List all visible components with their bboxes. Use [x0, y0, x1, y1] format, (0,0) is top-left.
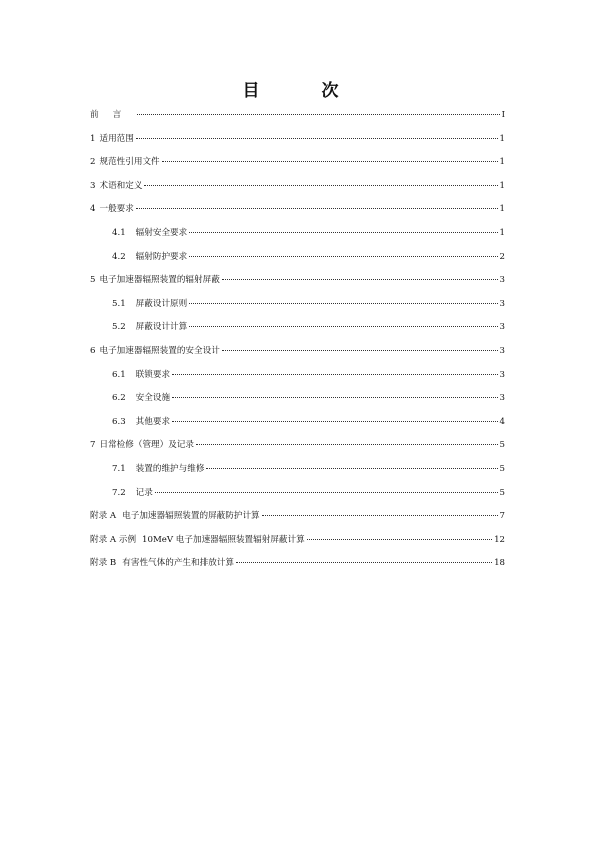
dot-leader: [189, 256, 497, 257]
toc-entry-page: 3: [499, 322, 505, 333]
toc-entry[interactable]: [90, 505, 505, 529]
toc-entry-page: 1: [499, 227, 505, 238]
toc-entry-title: 其他要求: [135, 416, 171, 427]
dot-leader: [222, 350, 498, 351]
dot-leader: [162, 161, 498, 162]
toc-entry-number: 2: [90, 157, 96, 168]
toc-entry[interactable]: [90, 269, 505, 293]
dot-leader: [136, 208, 498, 209]
toc-entry-number: 5.1: [112, 298, 126, 309]
toc-entry[interactable]: [90, 293, 505, 317]
dot-leader: [189, 326, 497, 327]
toc-entry-title: 适用范围: [99, 133, 134, 144]
toc-entry-title: 屏蔽设计原则: [135, 298, 188, 309]
toc-entry-title: 电子加速器辐照装置的安全设计: [99, 345, 220, 356]
dot-leader: [136, 138, 498, 139]
toc-entry-number: 6.2: [112, 393, 126, 404]
toc-entry-page: 1: [499, 204, 505, 215]
toc-entry-page: 5: [499, 487, 505, 498]
table-of-contents: [90, 104, 505, 576]
toc-entry-number: 7.1: [112, 463, 126, 474]
toc-entry[interactable]: [90, 387, 505, 411]
toc-entry-page: 3: [499, 369, 505, 380]
dot-leader: [189, 232, 497, 233]
dot-leader: [137, 114, 499, 115]
dot-leader: [144, 185, 497, 186]
toc-entry-number: 4.1: [112, 227, 126, 238]
toc-entry-number: 1: [90, 133, 96, 144]
toc-entry-page: 3: [499, 275, 505, 286]
toc-entry-title: 10MeV 电子加速器辐照装置辐射屏蔽计算: [142, 534, 305, 545]
toc-entry-title: 一般要求: [99, 204, 134, 215]
dot-leader: [172, 397, 497, 398]
toc-entry-title: 联锁要求: [135, 369, 171, 380]
dot-leader: [172, 421, 497, 422]
dot-leader: [262, 515, 498, 516]
toc-entry-page: 1: [499, 133, 505, 144]
toc-entry-number: 3: [90, 180, 96, 191]
toc-entry[interactable]: [90, 482, 505, 506]
toc-entry-page: 3: [499, 393, 505, 404]
toc-entry[interactable]: [90, 246, 505, 270]
toc-entry[interactable]: [90, 198, 505, 222]
toc-entry-number: 4: [90, 204, 96, 215]
toc-entry-page: 3: [499, 345, 505, 356]
toc-entry-page: 5: [499, 440, 505, 451]
toc-entry[interactable]: [90, 340, 505, 364]
toc-entry[interactable]: [90, 411, 505, 435]
toc-entry-number: 6.1: [112, 369, 126, 380]
toc-entry[interactable]: [90, 552, 505, 576]
toc-entry-page: 1: [499, 180, 505, 191]
toc-entry-page: 5: [499, 463, 505, 474]
toc-entry-title: 记录: [135, 487, 153, 498]
toc-entry-number: 附录 A: [90, 511, 117, 522]
toc-entry-title: 辐射防护要求: [135, 251, 188, 262]
toc-entry[interactable]: [90, 458, 505, 482]
toc-entry-number: 5.2: [112, 322, 126, 333]
dot-leader: [236, 562, 492, 563]
toc-entry-page: 7: [499, 511, 505, 522]
toc-entry-number: 5: [90, 275, 96, 286]
dot-leader: [222, 279, 498, 280]
toc-entry-number: 7.2: [112, 487, 126, 498]
toc-entry-title: 规范性引用文件: [99, 157, 160, 168]
toc-entry-page: 3: [499, 298, 505, 309]
toc-entry-number: 6.3: [112, 416, 126, 427]
toc-entry-number: 附录 B: [90, 558, 117, 569]
toc-entry-title: 电子加速器辐照装置的辐射屏蔽: [99, 275, 220, 286]
toc-entry-title: 安全设施: [135, 393, 171, 404]
toc-entry-page: 12: [494, 534, 505, 545]
toc-entry[interactable]: [90, 434, 505, 458]
toc-entry-title: 屏蔽设计计算: [135, 322, 188, 333]
toc-entry[interactable]: [90, 529, 505, 553]
toc-entry-title: 电子加速器辐照装置的屏蔽防护计算: [122, 511, 260, 522]
toc-entry-page: 2: [499, 251, 505, 262]
toc-entry-page: 4: [499, 416, 505, 427]
toc-entry-number: 6: [90, 345, 96, 356]
toc-entry-page: I: [501, 110, 505, 120]
toc-entry-number: 4.2: [112, 251, 126, 262]
toc-entry-page: 1: [499, 157, 505, 168]
dot-leader: [196, 444, 498, 445]
toc-entry[interactable]: [90, 175, 505, 199]
toc-entry[interactable]: [90, 364, 505, 388]
dot-leader: [307, 539, 492, 540]
toc-entry-title: 装置的维护与维修: [135, 463, 205, 474]
toc-entry-title: 日常检修（管理）及记录: [99, 440, 195, 451]
dot-leader: [189, 303, 497, 304]
dot-leader: [172, 374, 497, 375]
toc-entry[interactable]: [90, 104, 505, 128]
toc-entry-number: 7: [90, 440, 96, 451]
toc-entry[interactable]: [90, 222, 505, 246]
dot-leader: [155, 492, 498, 493]
toc-entry-page: 18: [494, 558, 505, 569]
toc-title: 目 次: [242, 81, 367, 101]
toc-entry[interactable]: [90, 316, 505, 340]
dot-leader: [206, 468, 497, 469]
toc-entry[interactable]: [90, 151, 505, 175]
toc-entry[interactable]: [90, 128, 505, 152]
toc-entry-title: 有害性气体的产生和排放计算: [122, 558, 234, 569]
toc-entry-title: 术语和定义: [99, 180, 143, 191]
toc-entry-title: 辐射安全要求: [135, 227, 188, 238]
toc-entry-title: 前言: [90, 110, 136, 120]
toc-entry-number: 附录 A 示例: [90, 534, 137, 545]
